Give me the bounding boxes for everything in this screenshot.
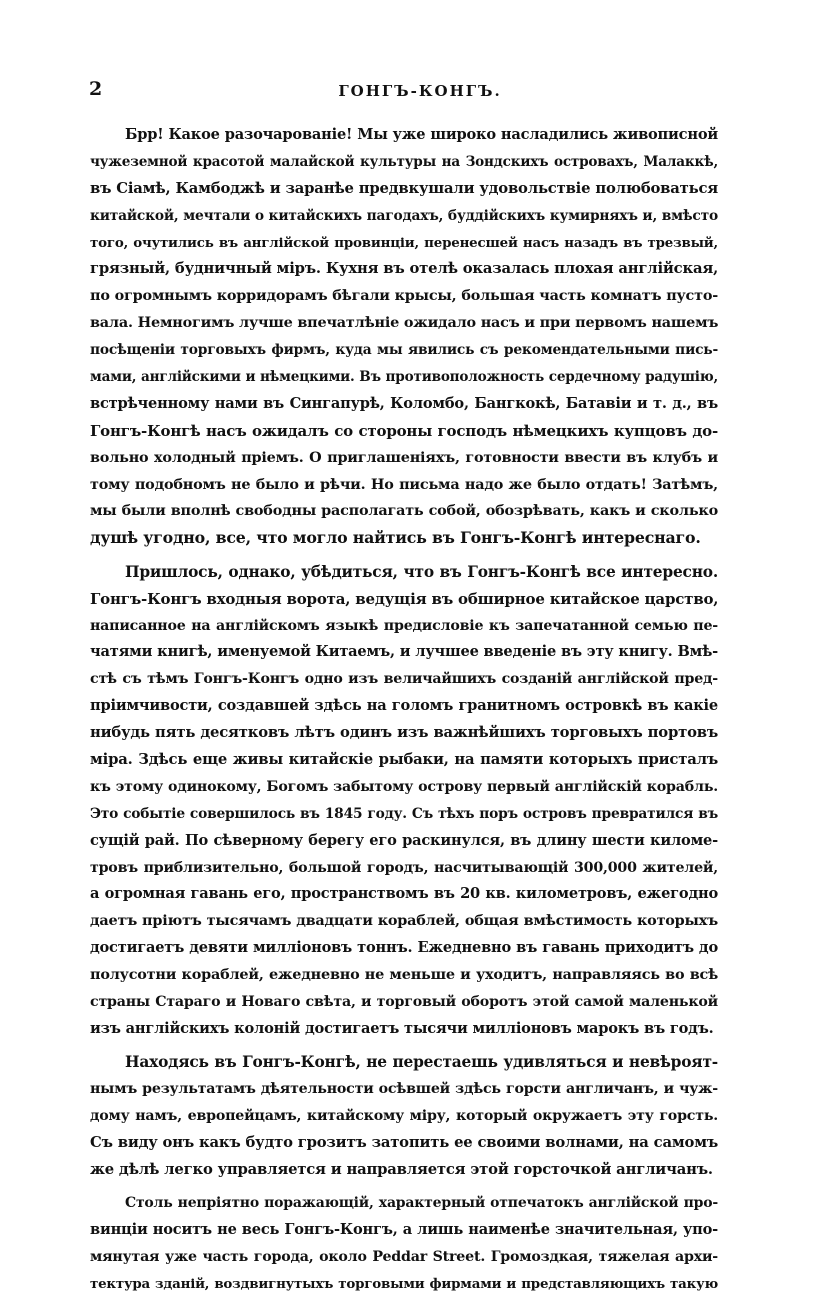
text-line: мянутая уже часть города, около Peddar Street. Громоздкая, тяжелая архи- bbox=[90, 1249, 718, 1266]
text-line: сущій рай. По сѣверному берегу его раскинулся, въ длину шести киломе- bbox=[90, 831, 718, 849]
page-number: 2 bbox=[89, 78, 103, 100]
text-line: Брр! Какое разочарованіе! Мы уже широко насладились живописной bbox=[125, 126, 718, 143]
text-line: тому подобномъ не было и рѣчи. Но письма надо же было отдать! Затѣмъ, bbox=[90, 475, 718, 493]
text-line: же дѣлѣ легко управляется и направляется этой горсточкой англичанъ. bbox=[90, 1160, 713, 1178]
text-line: тровъ приблизительно, большой городъ, насчитывающій 300,000 жителей, bbox=[90, 859, 718, 876]
paragraph bbox=[90, 1049, 718, 1183]
text-line: даетъ пріютъ тысячамъ двадцати кораблей, общая вмѣстимость которыхъ bbox=[90, 912, 718, 930]
running-title: ГОНГЪ-КОНГЪ. bbox=[338, 82, 502, 100]
text-line: Столь непріятно поражающій, характерный отпечатокъ англійской про- bbox=[125, 1195, 718, 1212]
text-line: китайской, мечтали о китайскихъ пагодахъ, буддійскихъ кумирняхъ и, вмѣсто bbox=[90, 207, 718, 224]
text-line: Пришлось, однако, убѣдиться, что въ Гонгъ-Конгѣ все интересно. bbox=[125, 562, 718, 581]
text-line: Это событіе совершилось въ 1845 году. Съ тѣхъ поръ островъ превратился въ bbox=[90, 805, 718, 822]
text-line: Находясь въ Гонгъ-Конгѣ, не перестаешь удивляться и невѣроят- bbox=[125, 1053, 718, 1072]
text-line: чужеземной красотой малайской культуры на Зондскихъ островахъ, Малаккѣ, bbox=[90, 153, 718, 170]
text-line: написанное на англійскомъ языкѣ предисловіе къ запечатанной семью пе- bbox=[90, 617, 718, 634]
text-line: стѣ съ тѣмъ Гонгъ-Конгъ одно изъ величайшихъ созданій англійской пред- bbox=[90, 671, 718, 688]
text-line: вала. Немногимъ лучше впечатлѣніе ожидало насъ и при первомъ нашемъ bbox=[90, 314, 719, 332]
text-line: въ Сіамѣ, Камбоджѣ и заранѣе предвкушали удовольствіе полюбоваться bbox=[90, 179, 718, 197]
text-line: чатями книгѣ, именуемой Китаемъ, и лучшее введеніе въ эту книгу. Вмѣ- bbox=[90, 643, 718, 661]
body-text bbox=[90, 122, 718, 1304]
text-line: Гонгъ-Конгѣ насъ ожидалъ со стороны господъ нѣмецкихъ купцовъ до- bbox=[90, 421, 718, 440]
text-line: изъ англійскихъ колоній достигаетъ тысячи милліоновъ марокъ въ годъ. bbox=[90, 1019, 714, 1037]
text-line: по огромнымъ корридорамъ бѣгали крысы, большая часть комнатъ пустo- bbox=[90, 287, 718, 305]
text-line: къ этому одинокому, Богомъ забытому острову первый англійскій корабль. bbox=[90, 778, 718, 795]
text-line: страны Стараго и Новаго свѣта, и торговый оборотъ этой самой маленькой bbox=[90, 994, 718, 1010]
paragraph bbox=[90, 559, 718, 1043]
text-line: нымъ результатамъ дѣятельности осѣвшей здѣсь горсти англичанъ, и чуж- bbox=[90, 1081, 718, 1098]
text-line: посѣщеніи торговыхъ фирмъ, куда мы явились съ рекомендательными пись- bbox=[90, 342, 718, 359]
paragraph bbox=[90, 122, 718, 552]
paragraph bbox=[90, 1190, 718, 1298]
text-line: полусотни кораблей, ежедневно не меньше и уходитъ, направляясь во всѣ bbox=[90, 966, 718, 984]
text-line: мы были вполнѣ свободны располагать собой, обозрѣвать, какъ и сколько bbox=[90, 502, 718, 520]
text-line: нибудь пять десятковъ лѣтъ одинъ изъ важнѣйшихъ торговыхъ портовъ bbox=[90, 724, 718, 742]
text-line: міра. Здѣсь еще живы китайскіе рыбаки, на памяти которыхъ присталъ bbox=[90, 750, 718, 768]
text-line: дому намъ, европейцамъ, китайскому міру, который окружаетъ эту горсть. bbox=[90, 1108, 718, 1125]
text-line: Гонгъ-Конгъ входныя ворота, ведущія въ обширное китайское царство, bbox=[90, 589, 719, 608]
text-line: грязный, будничный міръ. Кухня въ отелѣ оказалась плохая англійская, bbox=[90, 260, 719, 278]
text-line: пріимчивости, создавшей здѣсь на голомъ гранитномъ островкѣ въ какіе bbox=[90, 697, 718, 715]
text-line: мами, англійскими и нѣмецкими. Въ противоположность сердечному радушію, bbox=[90, 369, 718, 386]
text-line: Съ виду онъ какъ будто грозитъ затопить ее своими волнами, на самомъ bbox=[90, 1133, 718, 1151]
text-line: душѣ угодно, все, что могло найтись въ Гонгъ-Конгѣ интереснаго. bbox=[90, 528, 701, 548]
text-line: достигаетъ девяти милліоновъ тоннъ. Ежедневно въ гавань приходитъ до bbox=[90, 939, 718, 957]
text-line: встрѣченному нами въ Сингапурѣ, Коломбо, Бангкокѣ, Батавіи и т. д., въ bbox=[90, 394, 718, 412]
text-line: вольно холодный пріемъ. О приглашеніяхъ, готовности ввести въ клубъ и bbox=[90, 448, 718, 466]
text-line: того, очутились въ англійской провинціи, перенесшей насъ назадъ въ трезвый, bbox=[90, 234, 718, 251]
text-line: а огромная гавань его, пространствомъ въ 20 кв. километровъ, ежегодно bbox=[90, 885, 718, 903]
text-line: винціи носитъ не весь Гонгъ-Конгъ, а лишь наименѣе значительная, упо- bbox=[90, 1221, 718, 1239]
text-line: тектура зданій, воздвигнутыхъ торговыми фирмами и представляющихъ такую bbox=[90, 1275, 718, 1292]
